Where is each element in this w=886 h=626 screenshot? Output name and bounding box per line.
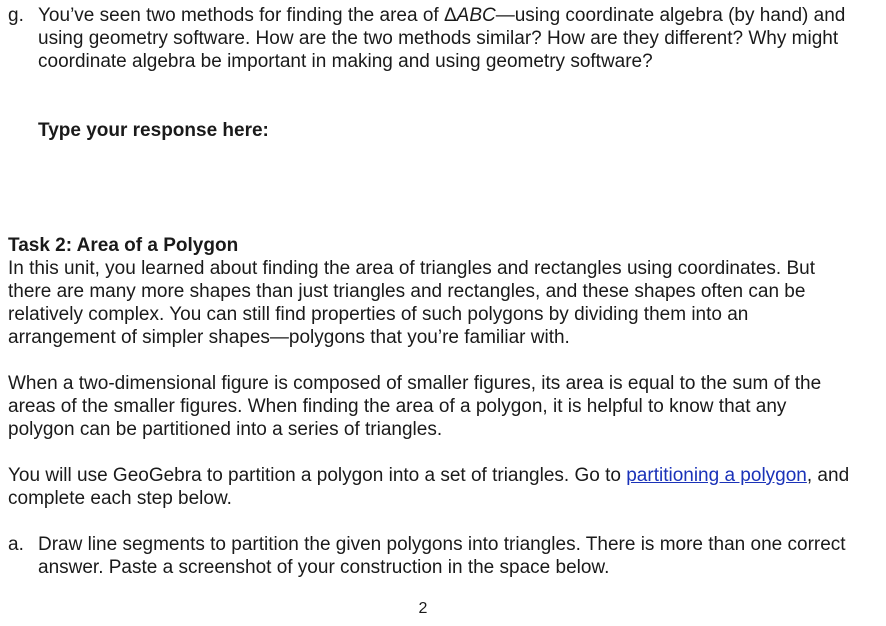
response-prompt[interactable]: Type your response here: <box>38 120 269 141</box>
task2-heading: Task 2: Area of a Polygon <box>8 235 239 256</box>
item-marker-g: g. <box>8 5 24 26</box>
item-marker-a: a. <box>8 534 24 555</box>
task2-paragraph-1: In this unit, you learned about finding the area of triangles and rectangles using coordinates. But there are many more shapes than just triangles and rectangles, and these shapes often can be relatively complex. You can still find properties of such polygons by dividing them into an arrangement of simpler shapes—polygons that you’re familiar with. <box>8 258 815 348</box>
task2-paragraph-3-part1: You will use GeoGebra to partition a polygon into a set of triangles. Go to <box>8 465 627 486</box>
question-item-a <box>8 533 848 579</box>
task2-paragraph-2: When a two-dimensional figure is composed of smaller figures, its area is equal to the sum of the areas of the smaller figures. When finding the area of a polygon, it is helpful to know that any polygon can be partitioned into a series of triangles. <box>8 373 822 440</box>
task2-paragraph-3 <box>8 464 858 510</box>
question-text-g-part1: You’ve seen two methods for finding the area of <box>38 5 444 26</box>
partitioning-polygon-link[interactable]: partitioning a polygon <box>626 465 807 486</box>
question-text-a: Draw line segments to partition the given polygons into triangles. There is more than one correct answer. Paste a screenshot of your construction in the space below. <box>38 534 846 578</box>
question-text-g <box>38 4 848 73</box>
triangle-symbol: Δ <box>443 5 457 26</box>
triangle-name: ABC <box>456 5 496 26</box>
page-number: 2 <box>418 600 428 617</box>
task2-paragraph-3-part2: , and complete each step below. <box>8 465 850 509</box>
question-text-g-part2: —using coordinate algebra (by hand) and using geometry software. How are the two methods similar? How are they different? Why might coordinate algebra be important in making and using geometry software? <box>38 5 846 72</box>
question-item-g <box>8 4 848 73</box>
